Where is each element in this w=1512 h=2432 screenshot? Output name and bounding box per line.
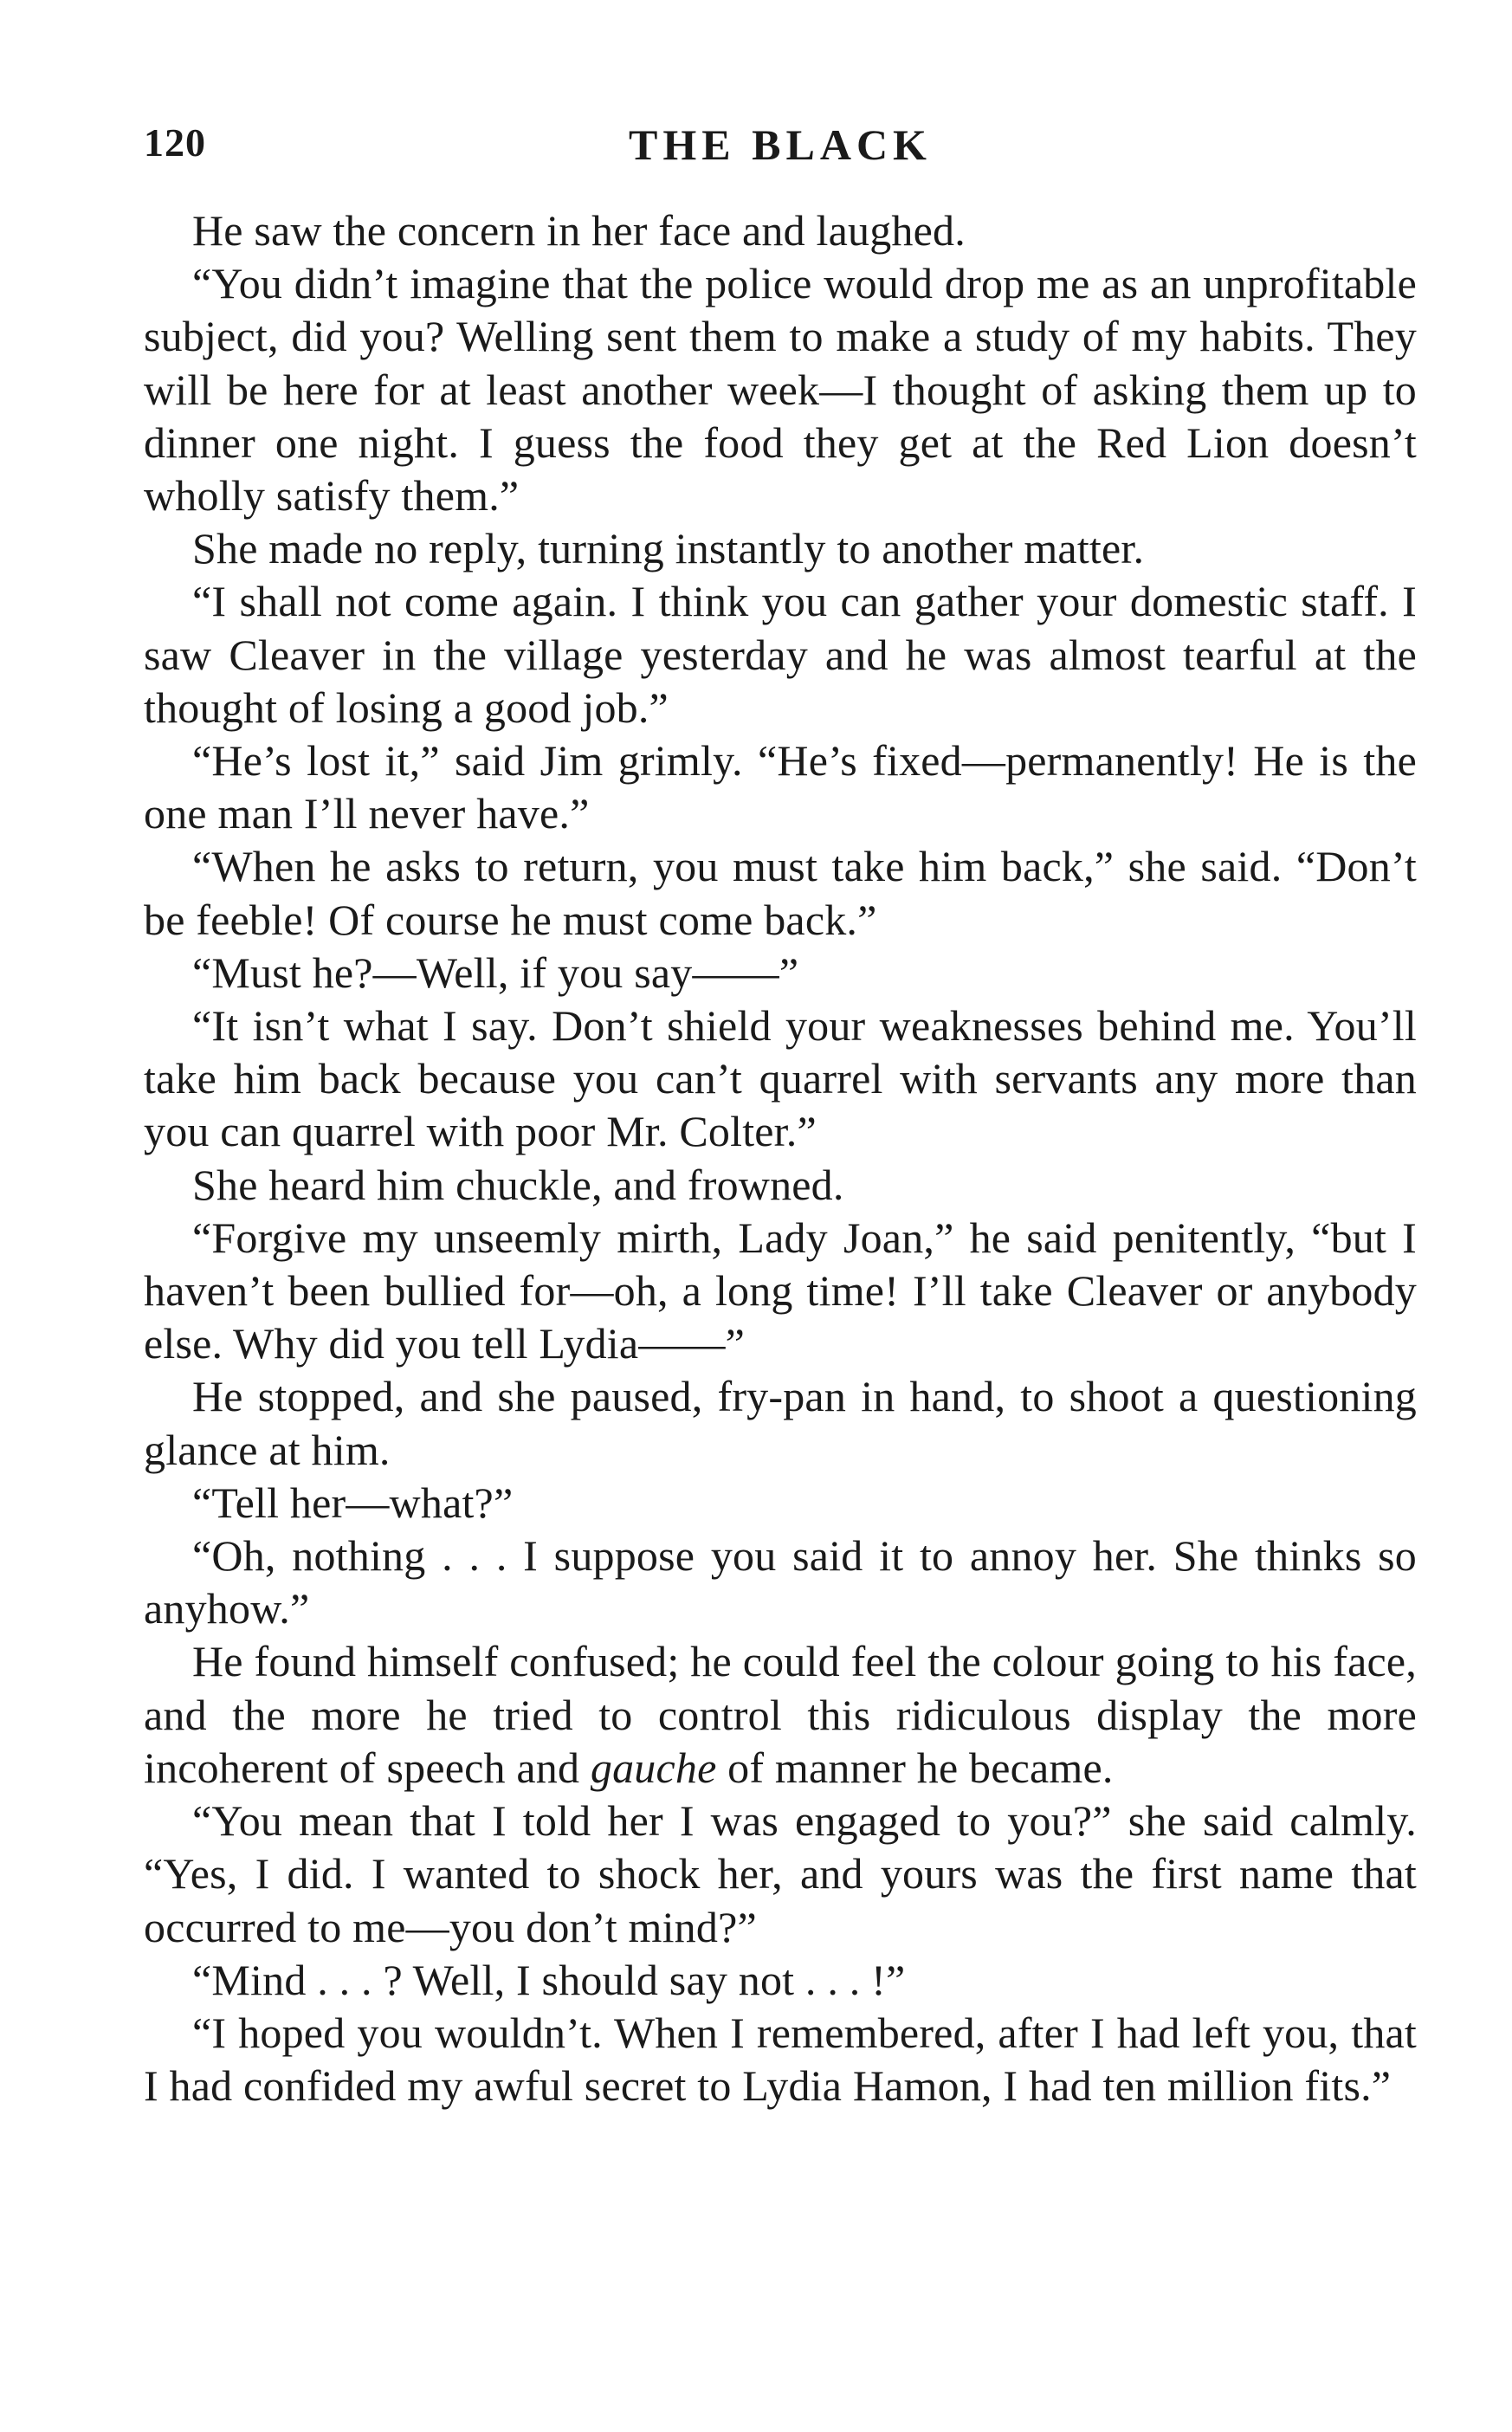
paragraph: “You mean that I told her I was engaged to you?” she said calmly. “Yes, I did. I wanted to shock her, and yours was the first name that occurred to me—you don’t mind?”	[144, 1796, 1417, 1951]
page-number: 120	[144, 120, 206, 165]
paragraph: “You didn’t imagine that the police would drop me as an unprofitable subject, did you? Welling sent them to make a study of my habits. They will be here for at least another week—I thought of asking them up to dinner one night. I guess the food they get at the Red Lion doesn’t wholly satisfy them.”	[144, 259, 1417, 521]
italic-word: gauche	[590, 1743, 717, 1792]
page-header	[144, 120, 1417, 180]
paragraph: He stopped, and she paused, fry-pan in hand, to shoot a questioning glance at him.	[144, 1372, 1417, 1474]
paragraph: “Must he?—Well, if you say——”	[192, 948, 799, 997]
paragraph: “It isn’t what I say. Don’t shield your weaknesses behind me. You’ll take him back because you can’t quarrel with servants any more than you can quarrel with poor Mr. Colter.”	[144, 1001, 1417, 1156]
paragraph-text: of manner he became.	[716, 1743, 1114, 1792]
body-text	[144, 204, 1417, 2112]
paragraph: She heard him chuckle, and frowned.	[192, 1160, 844, 1209]
paragraph: “Mind . . . ? Well, I should say not . . . !”	[192, 1955, 906, 2004]
paragraph-text: He found himself confused; he could feel the colour going to his face, and the more he tried to control this ridiculous display the more incoherent of speech and	[144, 1637, 1417, 1792]
paragraph-with-italic	[144, 1635, 1417, 1795]
paragraph: “Forgive my unseemly mirth, Lady Joan,” he said penitently, “but I haven’t been bullied for—oh, a long time! I’ll take Cleaver or anybody else. Why did you tell Lydia——”	[144, 1213, 1417, 1368]
paragraph: “I shall not come again. I think you can gather your domestic staff. I saw Cleaver in the village yesterday and he was almost tearful at the thought of losing a good job.”	[144, 577, 1417, 732]
paragraph: “He’s lost it,” said Jim grimly. “He’s fixed—permanently! He is the one man I’ll never have.”	[144, 736, 1417, 838]
paragraph: She made no reply, turning instantly to another matter.	[192, 524, 1145, 573]
paragraph: “Oh, nothing . . . I suppose you said it to annoy her. She thinks so anyhow.”	[144, 1531, 1417, 1633]
running-head: THE BLACK	[629, 120, 932, 169]
paragraph: “Tell her—what?”	[192, 1478, 514, 1527]
paragraph: “When he asks to return, you must take him back,” she said. “Don’t be feeble! Of course he must come back.”	[144, 842, 1417, 944]
paragraph: He saw the concern in her face and laughed.	[192, 206, 966, 255]
paragraph: “I hoped you wouldn’t. When I remembered, after I had left you, that I had confided my awful secret to Lydia Hamon, I had ten million fits.”	[144, 2008, 1417, 2111]
